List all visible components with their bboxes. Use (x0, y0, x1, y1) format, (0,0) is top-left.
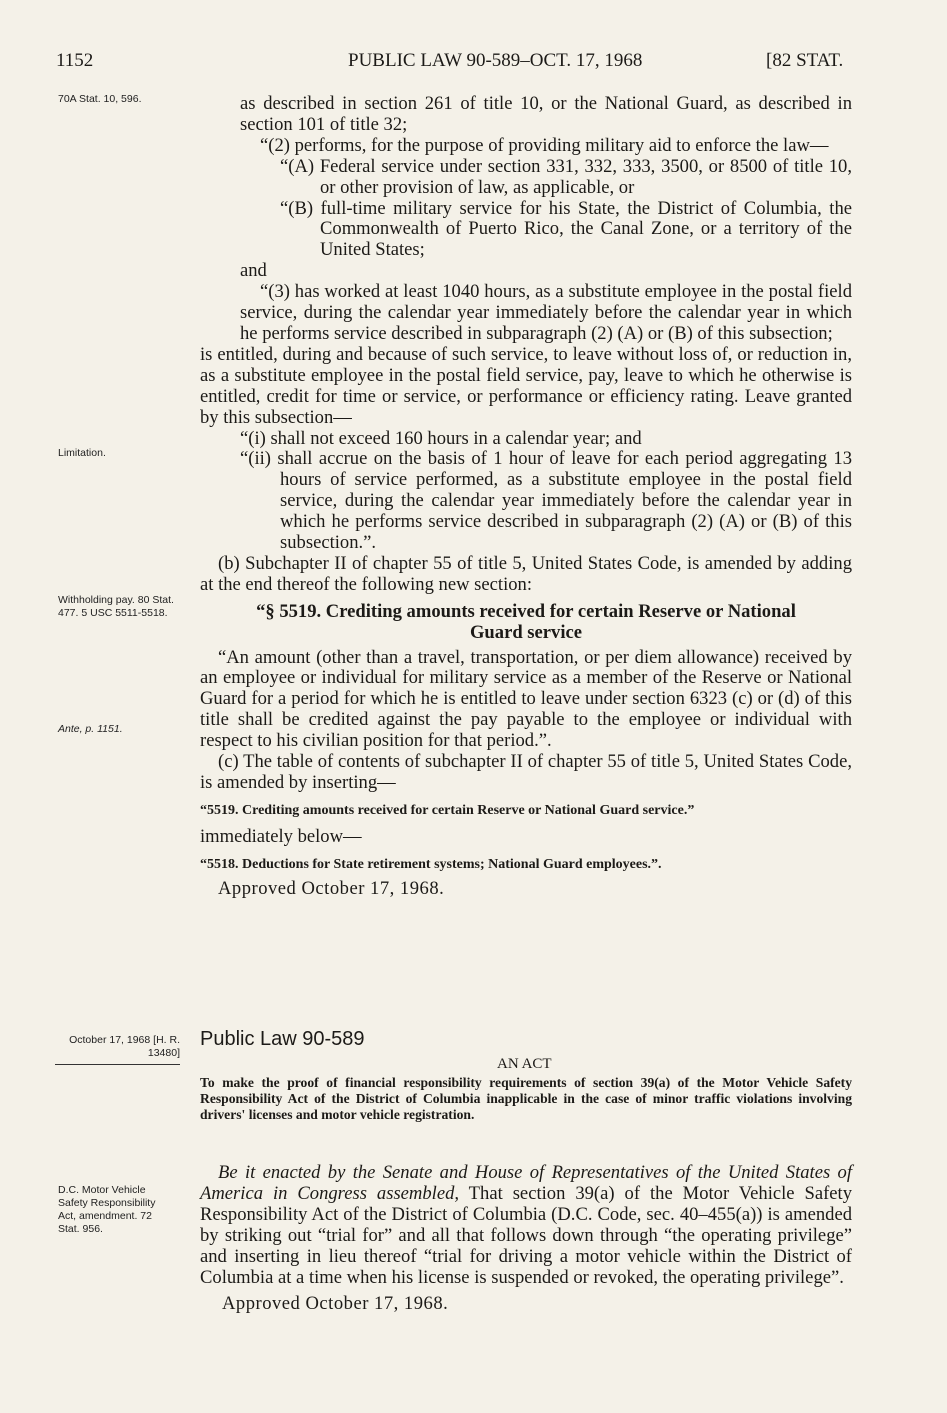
paragraph-1: as described in section 261 of title 10, or the National Guard, as described in section 101 of title 32; (240, 93, 852, 135)
act-description (200, 1075, 852, 1123)
enacting-clause (200, 1163, 852, 1288)
margin-note-withholding: Withholding pay. 80 Stat. 477. 5 USC 5511-5518. (58, 594, 174, 619)
page-number: 1152 (56, 50, 94, 71)
toc-entry-5519: “5519. Crediting amounts received for certain Reserve or National Guard service.” (200, 802, 695, 818)
section-5519-text: “An amount (other than a travel, transportation, or per diem allowance) received by an employee or individual for military service as a member of the Reserve or National Guard for a period for which he is entitled to leave under section 6323 (c) or (d) of this title shall be credited against the pay payable to the employee or individual with respect to his civilian position for that period.”. (200, 646, 852, 752)
paragraph-2b: “(B) full-time military service for his State, the District of Columbia, the Commonwealth of Puerto Rico, the Canal Zone, or a territory of the United States; (280, 197, 852, 261)
paragraph-b: (b) Subchapter II of chapter 55 of title 5, United States Code, is amended by adding at the end thereof the following new section: (200, 552, 852, 595)
paragraph-4i: “(i) shall not exceed 160 hours in a calendar year; and (240, 427, 642, 449)
margin-note-date-bill: October 17, 1968 [H. R. 13480] (55, 1034, 180, 1065)
volume-citation: [82 STAT. (766, 50, 844, 71)
running-title: PUBLIC LAW 90-589–OCT. 17, 1968 (348, 50, 643, 71)
section-5519-heading: “§ 5519. Crediting amounts received for certain Reserve or National Guard service (256, 600, 796, 643)
paragraph-4: is entitled, during and because of such service, to leave without loss of, or reduction in, as a substitute employee in the postal field service, pay, leave to which he otherwise is entitled, credit for time or service, or performance or efficiency rating. Leave granted by this subsection— (200, 343, 852, 428)
section-text-block (200, 94, 852, 900)
act-description-text: To make the proof of financial responsibility requirements of section 39(a) of the Motor Vehicle Safety Responsibility Act of the District of Columbia inapplicable in the case of minor traffic violations involving drivers' licenses and motor vehicle registration. (200, 1075, 852, 1122)
toc-entry-5518: “5518. Deductions for State retirement systems; National Guard employees.”. (200, 856, 662, 872)
paragraph-2: “(2) performs, for the purpose of providing military aid to enforce the law— (260, 134, 829, 156)
an-act-heading: AN ACT (497, 1056, 552, 1072)
paragraph-c: (c) The table of contents of subchapter II of chapter 55 of title 5, United States Code, is amended by inserting— (200, 751, 852, 793)
margin-note-statute: 70A Stat. 10, 596. (58, 93, 142, 105)
approved-date-2: Approved October 17, 1968. (222, 1293, 449, 1315)
margin-note-limitation: Limitation. (58, 447, 106, 459)
margin-note-ante: Ante, p. 1151. (58, 723, 123, 735)
enacting-rest: That section 39(a) of the Motor Vehicle Safety Responsibility Act of the District of Columbia (D.C. Code, sec. 40–455(a)) is amended by striking out “trial for” and all that follows down through “the operating privilege” and inserting in lieu thereof “trial for driving a motor vehicle within the District of Columbia at a time when his license is suspended or revoked, the operating privilege”. (200, 1182, 852, 1288)
paragraph-3: “(3) has worked at least 1040 hours, as a substitute employee in the postal field service, during the calendar year immediately before the calendar year in which he performs service described in subparagraph (2) (A) or (B) of this subsection; (240, 281, 852, 344)
enacting-clause-block (200, 1163, 852, 1315)
paragraph-4ii: “(ii) shall accrue on the basis of 1 hour of leave for each period aggregating 13 hours of service performed, as a substitute employee in the postal field service, during the calendar year immediately before the calendar year in which he performs service described in subparagraph (2) (A) or (B) of this subsection.”. (240, 448, 852, 554)
paragraph-and: and (240, 260, 267, 282)
public-law-title: Public Law 90-589 (200, 1028, 365, 1050)
approved-date-1: Approved October 17, 1968. (218, 877, 445, 899)
immediately-below: immediately below— (200, 825, 362, 847)
margin-note-dc: D.C. Motor Vehicle Safety Responsibility Act, amendment. 72 Stat. 956. (58, 1184, 156, 1235)
enacting-italic: Be it enacted by the Senate and House of Representatives of the United States of America in Congress assembled, (200, 1162, 852, 1204)
paragraph-2a: “(A) Federal service under section 331, 332, 333, 3500, or 8500 of title 10, or other provision of law, as applicable, or (280, 155, 852, 198)
